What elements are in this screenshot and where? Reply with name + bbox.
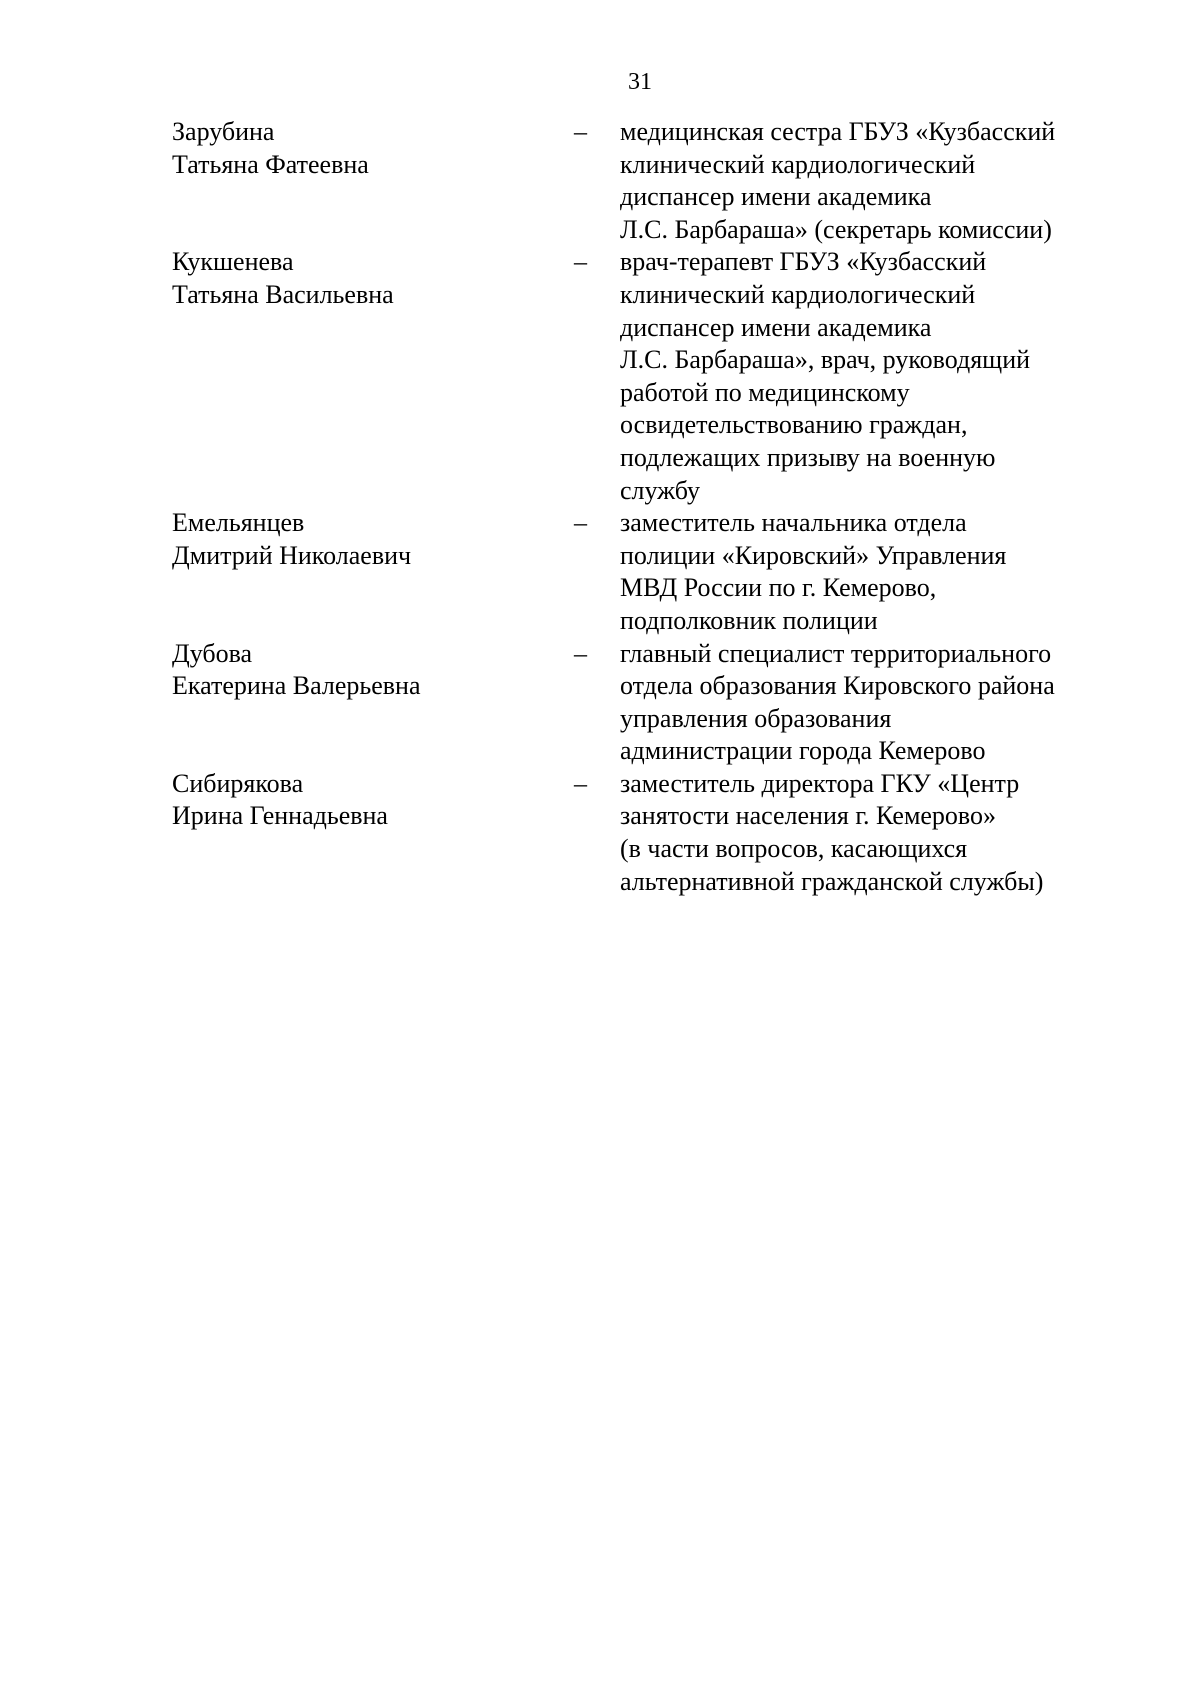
position-line: подлежащих призыву на военную [620,442,996,472]
member-position [620,246,1112,507]
position-line: медицинская сестра ГБУЗ «Кузбасский [620,117,1056,146]
position-line: Л.С. Барбараша» (секретарь комиссии) [620,214,1052,244]
commission-member-list [172,116,1112,898]
member-name [172,246,574,507]
member-given-names: Татьяна Васильевна [172,279,394,309]
member-name [172,507,574,637]
position-line: диспансер имени академика [620,182,932,212]
position-line: врач-терапевт ГБУЗ «Кузбасский [620,247,987,277]
page-number: 31 [628,69,652,95]
member-given-names: Ирина Геннадьевна [172,801,388,831]
member-position [620,638,1112,768]
dash-separator: – [574,508,587,538]
member-name [172,116,574,246]
member-surname: Кукшенева [172,247,294,277]
position-line: диспансер имени академика [620,312,932,342]
position-line: управления образования [620,703,892,733]
member-surname: Дубова [172,638,253,668]
position-line: (в части вопросов, касающихся [620,834,968,864]
position-line: Л.С. Барбараша», врач, руководящий [620,345,1031,375]
position-line: клинический кардиологический [620,149,976,179]
member-position [620,768,1112,898]
member-name [172,768,574,898]
position-line: администрации города Кемерово [620,736,986,766]
member-row [172,507,1112,637]
member-name [172,638,574,768]
position-line: подполковник полиции [620,605,878,635]
member-surname: Емельянцев [172,508,305,538]
dash-separator: – [574,768,587,798]
position-line: главный специалист территориального [620,638,1052,668]
member-row [172,768,1112,898]
member-row [172,116,1112,246]
position-line: работой по медицинскому [620,377,910,407]
member-given-names: Екатерина Валерьевна [172,671,421,701]
member-position [620,116,1112,246]
position-line: клинический кардиологический [620,279,976,309]
member-surname: Зарубина [172,117,275,146]
dash-separator: – [574,247,587,277]
member-position [620,507,1112,637]
position-line: занятости населения г. Кемерово» [620,801,997,831]
position-line: заместитель директора ГКУ «Центр [620,768,1020,798]
member-row [172,638,1112,768]
position-line: МВД России по г. Кемерово, [620,573,937,603]
member-surname: Сибирякова [172,768,304,798]
position-line: заместитель начальника отдела [620,508,967,538]
position-line: службу [620,475,701,505]
dash-separator: – [574,638,587,668]
member-given-names: Дмитрий Николаевич [172,540,412,570]
position-line: отдела образования Кировского района [620,671,1055,701]
member-row [172,246,1112,507]
position-line: альтернативной гражданской службы) [620,866,1044,896]
dash-separator: – [574,117,587,146]
member-given-names: Татьяна Фатеевна [172,149,369,179]
position-line: полиции «Кировский» Управления [620,540,1007,570]
position-line: освидетельствованию граждан, [620,410,968,440]
